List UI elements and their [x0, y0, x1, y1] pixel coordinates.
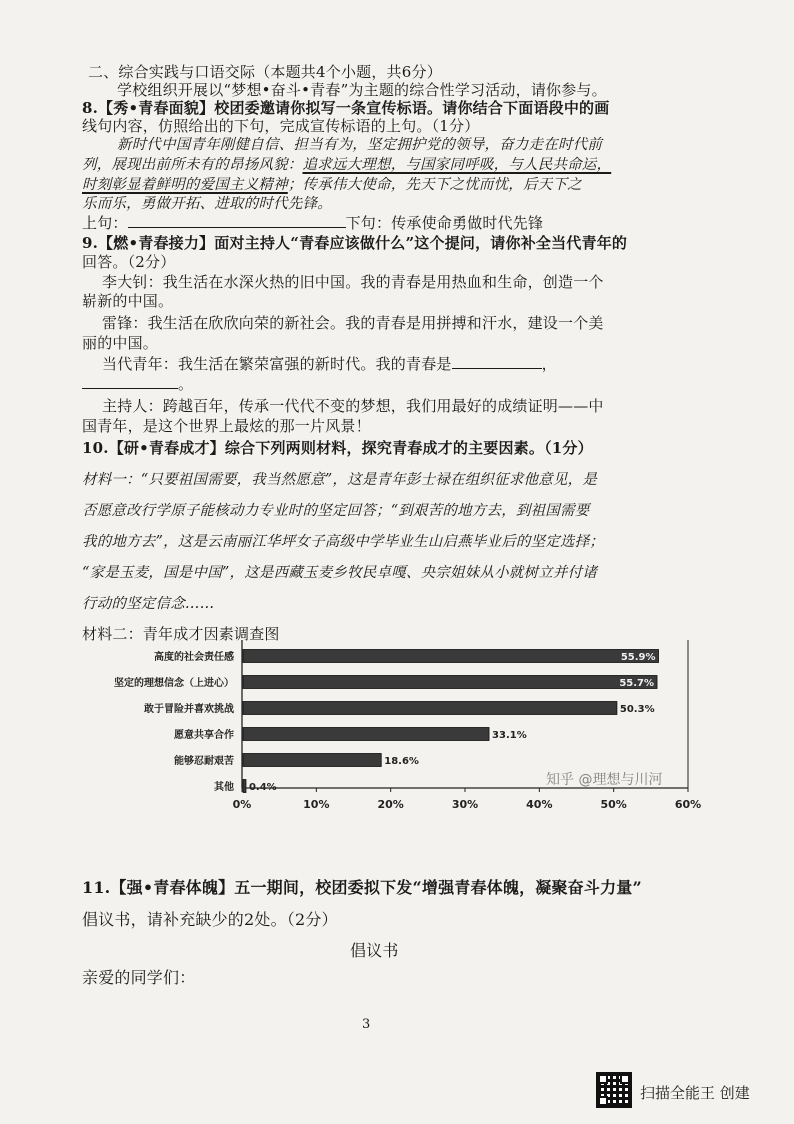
category-label: 能够忍耐艰苦 [174, 756, 234, 767]
q8-prompt-line2: 线句内容，仿照给出的下句，完成宣传标语的上句。（1分） [82, 117, 480, 135]
q8-answer-line [82, 213, 543, 233]
q9-lei-line1: 雷锋：我生活在欣欣向荣的新社会。我的青春是用拼搏和汗水，建设一个美 [102, 314, 604, 332]
bar [243, 702, 617, 715]
q9-youth-blank2[interactable] [82, 374, 178, 389]
x-tick-label: 60% [674, 798, 702, 811]
bar [243, 780, 246, 793]
qr-code-icon [596, 1072, 632, 1108]
x-tick-label: 0% [232, 798, 252, 811]
q8-passage-line2-plain: 列，展现出前所未有的昂扬风貌： [82, 157, 303, 173]
q10-material1-line5: 行动的坚定信念…… [82, 596, 215, 612]
x-tick-label: 20% [377, 798, 404, 811]
q8-passage-line1: 新时代中国青年刚健自信、担当有为，坚定拥护党的领导，奋力走在时代前 [117, 137, 603, 153]
q10-prompt: 10.【研•青春成才】综合下列两则材料，探究青春成才的主要因素。（1分） [82, 439, 593, 457]
q9-host-line1: 主持人：跨越百年，传承一代代不变的梦想，我们用最好的成绩证明——中 [102, 397, 604, 415]
category-label: 愿意共享合作 [174, 730, 234, 741]
q10-material2-title: 材料二：青年成才因素调查图 [82, 625, 280, 643]
q9-youth-blank1[interactable] [452, 354, 542, 369]
chart-watermark: 知乎 @理想与川河 [546, 772, 663, 788]
q9-youth-line2 [82, 374, 193, 394]
q9-li-line1: 李大钊：我生活在水深火热的旧中国。我的青春是用热血和生命，创造一个 [102, 273, 604, 291]
value-label: 18.6% [384, 756, 419, 767]
value-label: 0.4% [248, 782, 277, 793]
intro-text: 学校组织开展以“梦想•奋斗•青春”为主题的综合性学习活动，请你参与。 [117, 81, 607, 99]
q8-underlined-sentence-part2: 时刻彰显着鲜明的爱国主义精神 [82, 177, 288, 193]
q8-upper-blank[interactable] [128, 213, 346, 228]
q10-material1-line2: 否愿意改行学原子能核动力专业时的坚定回答；“到艰苦的地方去，到祖国需要 [82, 503, 590, 519]
q8-underlined-sentence-part1: 追求远大理想，与国家同呼吸，与人民共命运， [302, 157, 612, 173]
q9-li-line2: 崭新的中国。 [82, 292, 174, 310]
q8-upper-label: 上句： [82, 214, 128, 232]
x-tick-label: 40% [526, 798, 553, 811]
q10-material1-line4: “家是玉麦，国是中国”，这是西藏玉麦乡牧民卓嘎、央宗姐妹从小就树立并付诸 [82, 565, 598, 581]
bar [243, 728, 489, 741]
q9-youth-period: 。 [178, 375, 194, 393]
survey-bar-chart [90, 640, 710, 870]
bar [243, 754, 381, 767]
q8-passage-line4: 乐而乐，勇做开拓、进取的时代先锋。 [82, 196, 332, 212]
value-label: 50.3% [619, 704, 655, 715]
q8-prompt-line1: 8.【秀•青春面貌】校团委邀请你拟写一条宣传标语。请你结合下面语段中的画 [82, 99, 610, 117]
value-label: 55.7% [619, 678, 655, 689]
x-tick-label: 30% [451, 798, 479, 811]
category-label: 高度的社会责任感 [154, 652, 234, 663]
q11-prompt-line2: 倡议书，请补充缺少的2处。（2分） [82, 910, 338, 929]
bar [243, 650, 659, 663]
q9-prompt-line1: 9.【燃•青春接力】面对主持人“青春应该做什么”这个提问，请你补全当代青年的 [82, 234, 628, 252]
q8-passage-line2 [82, 155, 611, 175]
value-label: 33.1% [492, 730, 527, 741]
q8-lower-label: 下句：传承使命勇做时代先锋 [345, 214, 544, 232]
proposal-greeting: 亲爱的同学们： [82, 968, 196, 987]
q9-host-line2: 国青年，是这个世界上最炫的那一片风景！ [82, 417, 371, 435]
q8-passage-line3-plain: ；传承伟大使命，先天下之忧而忧，后天下之 [287, 177, 582, 193]
category-label: 敢于冒险并喜欢挑战 [144, 704, 234, 715]
q9-lei-line2: 丽的中国。 [82, 334, 159, 352]
scanner-watermark: 扫描全能王 创建 [640, 1084, 750, 1102]
q9-youth-text: 当代青年：我生活在繁荣富强的新时代。我的青春是 [102, 355, 452, 373]
x-tick-label: 50% [600, 798, 627, 811]
q9-prompt-line2: 回答。（2分） [82, 253, 176, 271]
category-label: 其他 [214, 782, 234, 793]
category-label: 坚定的理想信念（上进心） [114, 678, 234, 689]
q10-material1-line3: 我的地方去”，这是云南丽江华坪女子高级中学毕业生山启燕毕业后的坚定选择； [82, 534, 605, 550]
q10-material1-line1: 材料一：“只要祖国需要，我当然愿意”，这是青年彭士禄在组织征求他意见，是 [82, 472, 598, 488]
page-number: 3 [362, 1017, 371, 1032]
section-title: 二、综合实践与口语交际（本题共4个小题，共6分） [88, 63, 442, 81]
bar [243, 676, 657, 689]
q11-prompt-line1: 11.【强•青春体魄】五一期间，校团委拟下发“增强青春体魄，凝聚奋斗力量” [82, 878, 642, 897]
q9-youth-line1 [102, 354, 557, 374]
proposal-title: 倡议书 [350, 941, 399, 960]
q8-passage-line3 [82, 175, 582, 195]
q9-youth-comma: ， [541, 355, 557, 373]
x-tick-label: 10% [303, 798, 330, 811]
value-label: 55.9% [620, 652, 656, 663]
